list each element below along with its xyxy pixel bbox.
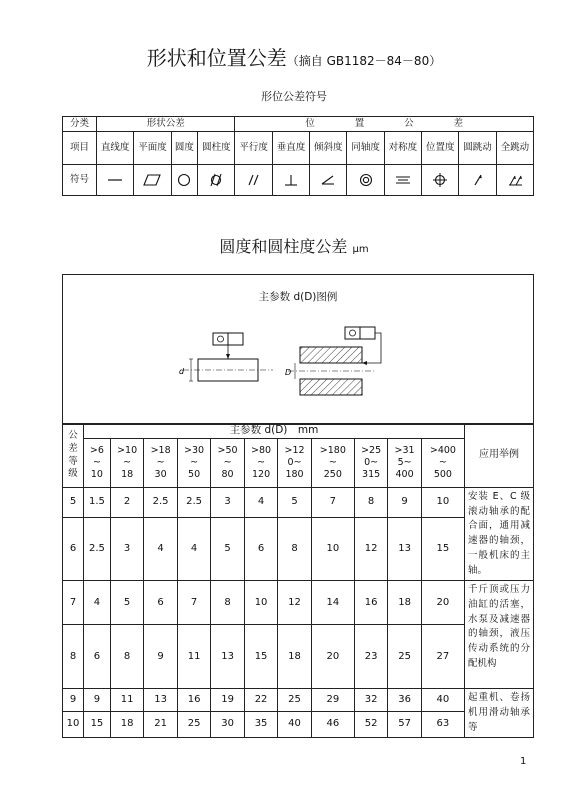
table-row [63, 488, 534, 518]
range-line: ~ [223, 457, 232, 469]
tolerance-cell: 27 [421, 625, 464, 689]
pos-group-char: 公 [404, 118, 414, 130]
item-cylindricity: 圆柱度 [198, 132, 235, 165]
tolerance-cell: 2.5 [84, 518, 111, 581]
tolerance-cell: 13 [388, 518, 421, 581]
grade-cell: 5 [63, 488, 84, 518]
tolerance-cell: 46 [311, 711, 354, 738]
table-row [63, 518, 534, 581]
tolerance-cell: 14 [311, 581, 354, 625]
range-line: ~ [328, 457, 337, 469]
tolerance-cell: 36 [388, 689, 421, 711]
shaft-figure [179, 333, 273, 381]
tolerance-cell: 3 [110, 518, 143, 581]
range-header [278, 439, 311, 488]
tolerance-cell: 7 [177, 581, 210, 625]
item-concentricity: 同轴度 [347, 132, 384, 165]
range-line: >6 [89, 445, 104, 457]
item-straightness: 直线度 [97, 132, 134, 165]
grade-header [63, 424, 84, 488]
range-line: 50 [188, 468, 201, 480]
table-row [63, 689, 534, 711]
tolerance-cell: 57 [388, 711, 421, 738]
item-circular-runout: 圆跳动 [459, 132, 496, 165]
tolerance-cell: 23 [354, 625, 387, 689]
tolerance-cell: 2 [110, 488, 143, 518]
tolerance-cell: 13 [211, 625, 244, 689]
figure-caption: 主参数 d(D)图例 [258, 291, 338, 303]
tolerance-cell: 25 [278, 689, 311, 711]
symbol-table-caption: 形位公差符号 [261, 90, 327, 103]
tolerance-cell: 9 [144, 625, 177, 689]
application-header: 应用举例 [465, 424, 534, 488]
grade-cell: 10 [63, 711, 84, 738]
tolerance-cell: 8 [211, 581, 244, 625]
range-line: >30 [184, 445, 205, 457]
table-row [63, 711, 534, 738]
pos-group-char: 置 [354, 118, 365, 130]
tolerance-cell: 12 [354, 518, 387, 581]
title-source: （摘自 GB1182－84－80） [286, 54, 442, 68]
tolerance-cell: 16 [354, 581, 387, 625]
range-line: >12 [284, 445, 305, 457]
tolerance-cell: 7 [311, 488, 354, 518]
concentricity-icon [347, 165, 384, 196]
label-D: D [285, 368, 292, 377]
roundness-tolerance-table [62, 423, 534, 738]
range-line: 30 [154, 468, 167, 480]
tolerance-cell: 40 [421, 689, 464, 711]
grade-cell: 6 [63, 518, 84, 581]
tolerance-cell: 11 [110, 689, 143, 711]
tolerance-cell: 15 [421, 518, 464, 581]
application-cell: 安装 E、C 级滚动轴承的配合面，通用减速器的轴颈，一般机床的主轴。 [465, 488, 534, 581]
tolerance-cell: 3 [211, 488, 244, 518]
tolerance-cell: 11 [177, 625, 210, 689]
tolerance-cell: 13 [144, 689, 177, 711]
roundness-title-text: 圆度和圆柱度公差 [219, 237, 348, 256]
tolerance-cell: 40 [278, 711, 311, 738]
table-row [63, 581, 534, 625]
table-row [63, 625, 534, 689]
tolerance-cell: 10 [311, 518, 354, 581]
tolerance-cell: 18 [278, 625, 311, 689]
straightness-icon [97, 165, 134, 196]
grade-cell: 8 [63, 625, 84, 689]
tolerance-cell: 15 [84, 711, 111, 738]
tolerance-cell: 9 [84, 689, 111, 711]
range-header [144, 439, 177, 488]
range-line: >31 [394, 445, 415, 457]
application-cell: 起重机、卷扬机用滑动轴承等 [465, 689, 534, 738]
position-tolerance-group [235, 117, 534, 132]
tolerance-cell: 20 [311, 625, 354, 689]
tolerance-cell: 15 [244, 625, 277, 689]
range-header [211, 439, 244, 488]
tolerance-cell: 2.5 [177, 488, 210, 518]
tolerance-cell: 63 [421, 711, 464, 738]
range-header [421, 439, 464, 488]
range-line: 80 [221, 468, 234, 480]
total-runout-icon [496, 165, 533, 196]
tolerance-cell: 4 [177, 518, 210, 581]
tolerance-cell: 6 [84, 625, 111, 689]
symbol-table-row-items [63, 132, 534, 165]
label-d: d [179, 367, 185, 376]
range-line: 250 [323, 468, 342, 480]
circularity-icon [171, 165, 198, 196]
item-flatness: 平面度 [134, 132, 171, 165]
range-line: 400 [395, 468, 414, 480]
grade-cell: 7 [63, 581, 84, 625]
range-line: 10 [90, 468, 103, 480]
range-line: ~ [190, 457, 199, 469]
item-angularity: 倾斜度 [310, 132, 347, 165]
range-line: 315 [362, 468, 381, 480]
range-line: 0~ [287, 457, 302, 469]
tolerance-cell: 52 [354, 711, 387, 738]
range-line: >80 [251, 445, 272, 457]
tolerance-cell: 16 [177, 689, 210, 711]
tolerance-cell: 35 [244, 711, 277, 738]
tolerance-cell: 25 [177, 711, 210, 738]
range-line: >400 [429, 445, 456, 457]
range-line: ~ [156, 457, 165, 469]
shape-tolerance-group: 形状公差 [97, 117, 235, 132]
page-number: 1 [520, 756, 527, 767]
tolerance-cell: 5 [110, 581, 143, 625]
tolerance-cell: 12 [278, 581, 311, 625]
item-position: 位置度 [422, 132, 459, 165]
range-line: 5~ [397, 457, 412, 469]
range-line: >180 [319, 445, 346, 457]
parallelism-icon [235, 165, 272, 196]
range-header [311, 439, 354, 488]
tolerance-cell: 4 [144, 518, 177, 581]
range-header [110, 439, 143, 488]
row-label-class: 分类 [63, 117, 97, 132]
tolerance-cell: 9 [388, 488, 421, 518]
roundness-title [0, 234, 588, 257]
cylindricity-icon [198, 165, 235, 196]
range-line: >10 [117, 445, 138, 457]
tolerance-cell: 29 [311, 689, 354, 711]
main-param-header: 主参数 d(D) mm [84, 424, 465, 439]
circular-runout-icon [459, 165, 496, 196]
tolerance-cell: 1.5 [84, 488, 111, 518]
range-line: 0~ [364, 457, 379, 469]
tolerance-cell: 8 [354, 488, 387, 518]
range-line: ~ [92, 457, 101, 469]
item-total-runout: 全跳动 [496, 132, 533, 165]
tolerance-cell: 19 [211, 689, 244, 711]
figure-box [62, 274, 534, 425]
table-header-row-1 [63, 424, 534, 439]
tolerance-cell: 8 [278, 518, 311, 581]
range-line: 500 [433, 468, 452, 480]
tolerance-cell: 10 [244, 581, 277, 625]
tolerance-diagram [63, 275, 533, 424]
roundness-unit: μm [352, 244, 369, 255]
range-line: >25 [361, 445, 382, 457]
tolerance-cell: 4 [84, 581, 111, 625]
tolerance-cell: 10 [421, 488, 464, 518]
application-cell: 千斤顶或压力油缸的活塞，水泵及减速器的轴颈，液压传动系统的分配机构 [465, 581, 534, 689]
pos-group-char: 差 [453, 118, 464, 130]
tolerance-cell: 6 [244, 518, 277, 581]
table-header-row-ranges [63, 439, 534, 488]
range-line: >50 [217, 445, 238, 457]
grade-cell: 9 [63, 689, 84, 711]
range-line: 180 [285, 468, 304, 480]
row-label-item: 项目 [63, 132, 97, 165]
tolerance-cell: 6 [144, 581, 177, 625]
tolerance-cell: 4 [244, 488, 277, 518]
range-line: 120 [251, 468, 271, 480]
angularity-icon [310, 165, 347, 196]
tolerance-cell: 2.5 [144, 488, 177, 518]
bushing-figure [285, 327, 381, 395]
flatness-icon [134, 165, 171, 196]
range-line: ~ [123, 457, 132, 469]
range-line: ~ [257, 457, 266, 469]
item-perpendicularity: 垂直度 [272, 132, 309, 165]
perpendicularity-icon [272, 165, 309, 196]
tolerance-cell: 22 [244, 689, 277, 711]
tolerance-cell: 20 [421, 581, 464, 625]
range-line: 18 [121, 468, 134, 480]
range-header [244, 439, 277, 488]
row-label-symbol: 符号 [63, 165, 97, 196]
symmetry-icon [384, 165, 421, 196]
table-body [63, 488, 534, 738]
tolerance-cell: 32 [354, 689, 387, 711]
tolerance-cell: 18 [388, 581, 421, 625]
symbol-table-row-class [63, 117, 534, 132]
range-header [354, 439, 387, 488]
title-main: 形状和位置公差 [146, 46, 287, 70]
tolerance-cell: 5 [211, 518, 244, 581]
grade-header-text: 公差等级 [68, 429, 78, 480]
item-circularity: 圆度 [171, 132, 198, 165]
item-parallelism: 平行度 [235, 132, 272, 165]
range-line: ~ [438, 457, 447, 469]
range-header [177, 439, 210, 488]
tolerance-cell: 25 [388, 625, 421, 689]
range-header [84, 439, 111, 488]
tolerance-cell: 21 [144, 711, 177, 738]
item-symmetry: 对称度 [384, 132, 421, 165]
tolerance-cell: 18 [110, 711, 143, 738]
range-header [388, 439, 421, 488]
range-line: >18 [150, 445, 171, 457]
tolerance-cell: 8 [110, 625, 143, 689]
symbol-table [62, 116, 534, 196]
page-title [0, 42, 588, 71]
tolerance-cell: 5 [278, 488, 311, 518]
pos-group-char: 位 [305, 118, 315, 130]
symbol-table-row-symbols [63, 165, 534, 196]
tolerance-cell: 30 [211, 711, 244, 738]
position-icon [422, 165, 459, 196]
